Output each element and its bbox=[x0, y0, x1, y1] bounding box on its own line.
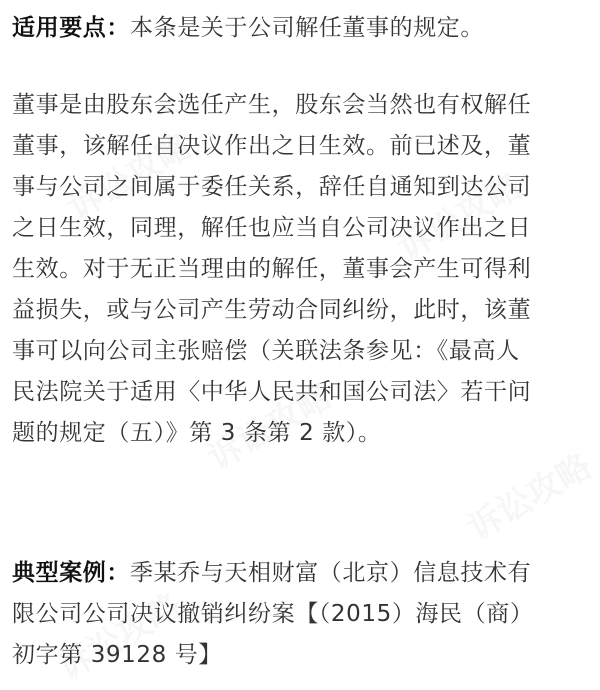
typical-case-line: 限公司公司决议撤销纠纷案【（2015）海民（商） bbox=[12, 601, 534, 627]
applicable-points-label: 适用要点： bbox=[12, 15, 130, 41]
typical-case-text: 季某乔与天相财富（北京）信息技术有 bbox=[130, 560, 532, 586]
document-page bbox=[12, 0, 592, 682]
applicable-points-text: 本条是关于公司解任董事的规定。 bbox=[130, 15, 484, 41]
typical-case-label: 典型案例： bbox=[12, 560, 130, 586]
body-line: 题的规定（五）》第 3 条第 2 款）。 bbox=[12, 420, 382, 446]
typical-case-line: 初字第 39128 号】 bbox=[12, 642, 222, 668]
body-line: 事可以向公司主张赔偿（关联法条参见：《最高人 bbox=[12, 338, 520, 364]
body-line: 董事，该解任自决议作出之日生效。前已述及，董 bbox=[12, 133, 532, 159]
body-line: 事与公司之间属于委任关系，辞任自通知到达公司 bbox=[12, 174, 532, 200]
body-line: 之日生效，同理，解任也应当自公司决议作出之日 bbox=[12, 215, 532, 241]
applicable-points-paragraph bbox=[12, 8, 484, 49]
body-line: 生效。对于无正当理由的解任，董事会产生可得利 bbox=[12, 256, 532, 282]
body-line: 民法院关于适用〈中华人民共和国公司法〉若干问 bbox=[12, 379, 532, 405]
body-line: 益损失，或与公司产生劳动合同纠纷，此时，该董 bbox=[12, 297, 532, 323]
body-paragraph bbox=[12, 85, 531, 454]
body-line: 董事是由股东会选任产生，股东会当然也有权解任 bbox=[12, 92, 532, 118]
typical-case-line bbox=[12, 553, 533, 594]
typical-case-paragraph bbox=[12, 553, 533, 676]
